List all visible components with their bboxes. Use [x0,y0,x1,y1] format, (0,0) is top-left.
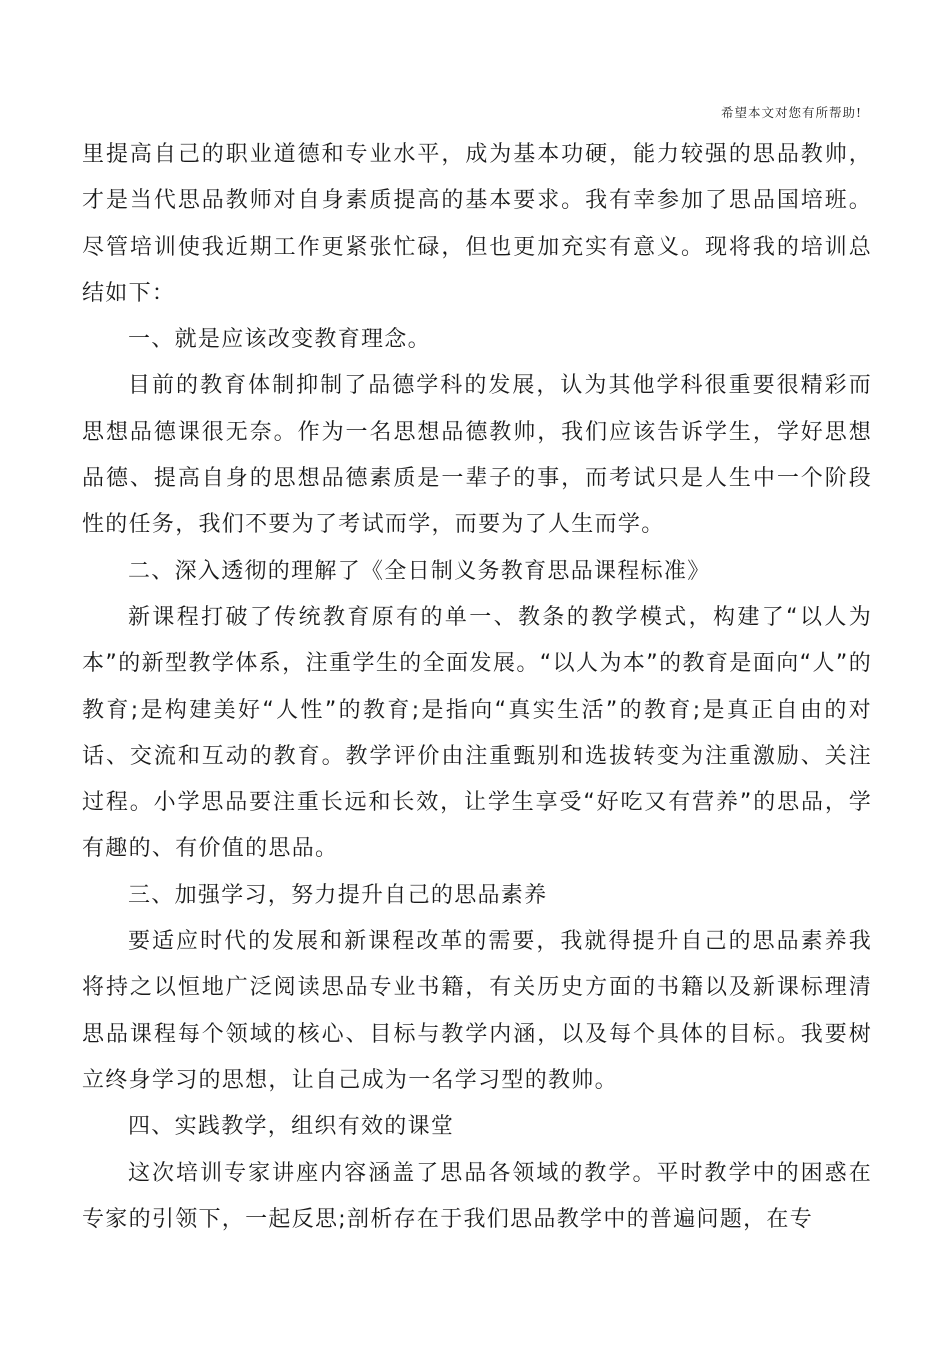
section-heading-4: 四、实践教学，组织有效的课堂 [128,1114,455,1140]
header-note: 希望本文对您有所帮助! [720,105,862,120]
document-body [82,132,872,1243]
section-text-4: 这次培训专家讲座内容涵盖了思品各领域的教学。平时教学中的困惑在专家的引领下，一起反思;剖析存在于我们思品教学中的普遍问题，在专 [82,1160,872,1232]
section-text-2: 新课程打破了传统教育原有的单一、教条的教学模式，构建了“以人为本”的新型教学体系，注重学生的全面发展。“以人为本”的教育是面向“人”的教育;是构建美好“人性”的教育;是指向“真实生活”的教育;是真正自由的对话、交流和互动的教育。教学评价由注重甄别和选拔转变为注重激励、关注过程。小学思品要注重长远和长效，让学生享受“好吃又有营养”的思品，学有趣的、有价值的思品。 [82,604,872,862]
intro-paragraph: 里提高自己的职业道德和专业水平，成为基本功硬，能力较强的思品教帅，才是当代思品教师对自身素质提高的基本要求。我有幸参加了思品国培班。尽管培训使我近期工作更紧张忙碌，但也更加充实有意义。现将我的培训总结如下： [82,142,872,306]
section-text-3: 要适应时代的发展和新课程改革的需要，我就得提升自己的思品素养我将持之以恒地广泛阅读思品专业书籍，有关历史方面的书籍以及新课标理清思品课程每个领域的核心、目标与教学内涵，以及每个具体的目标。我要树立终身学习的思想，让自己成为一名学习型的教帅。 [82,929,872,1093]
section-heading-2: 二、深入透彻的理解了《全日制义务教育思品课程标准》 [128,558,711,584]
section-text-1: 目前的教育体制抑制了品德学科的发展，认为其他学科很重要很精彩而思想品德课很无奈。作为一名思想品德教帅，我们应该告诉学生，学好思想品德、提高自身的思想品德素质是一辈子的事，而考试只是人生中一个阶段性的任务，我们不要为了考试而学，而要为了人生而学。 [82,373,872,538]
section-heading-1: 一、就是应该改变教育理念。 [128,327,431,353]
section-heading-3: 三、加强学习，努力提升自己的思品素养 [128,882,548,908]
